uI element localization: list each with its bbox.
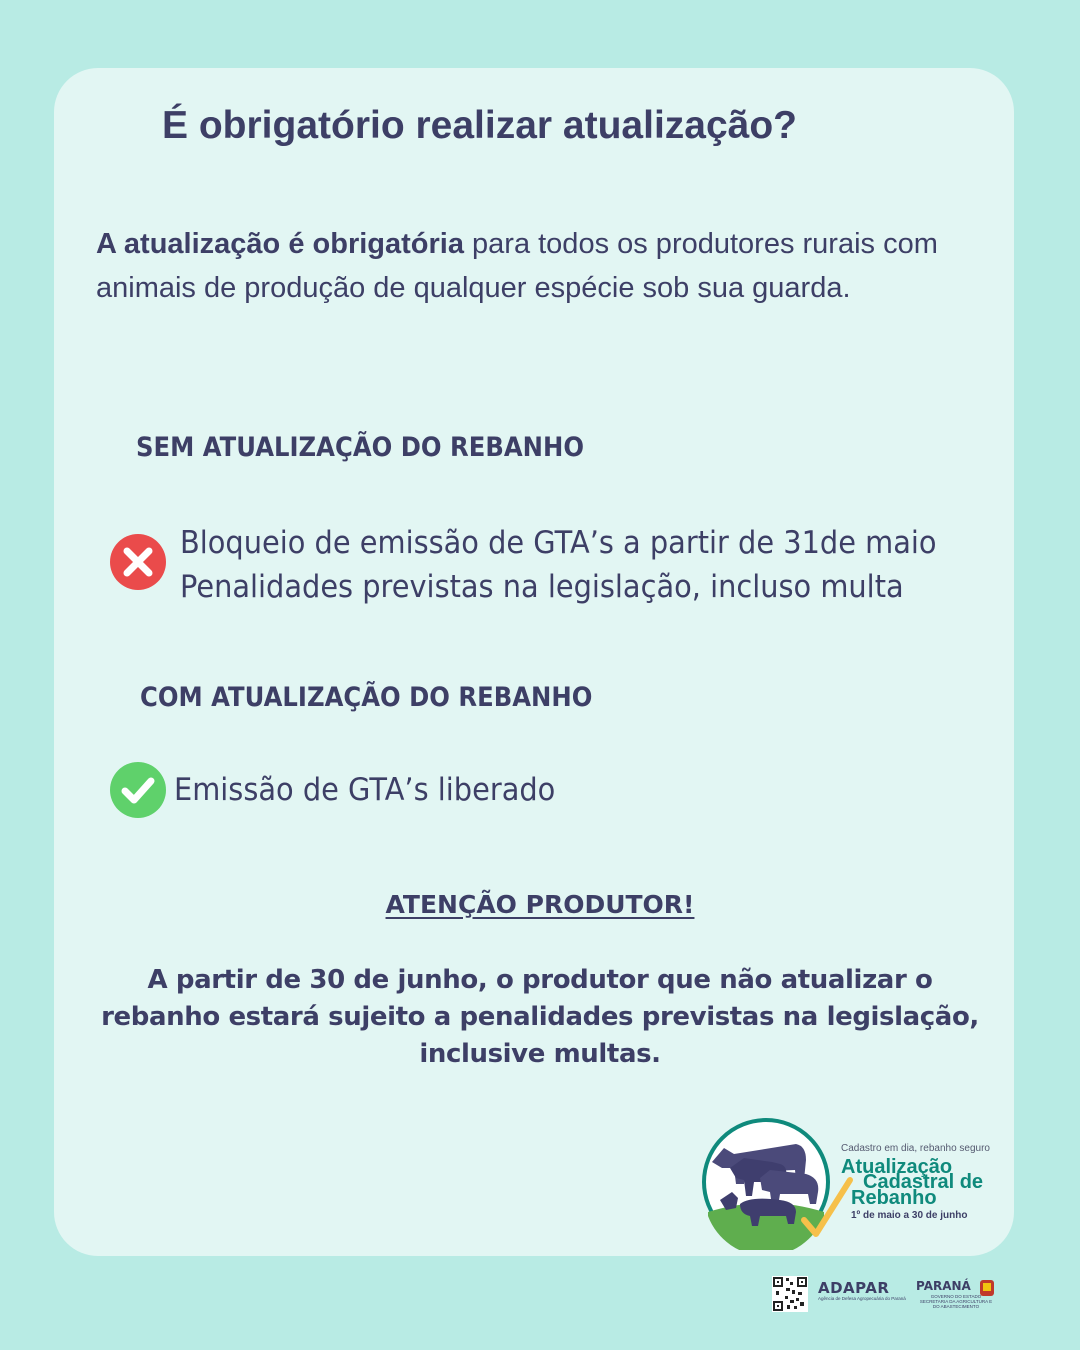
parana-logo-text: PARANÁ xyxy=(916,1279,971,1293)
warning-text: A partir de 30 de junho, o produtor que não atualizar o rebanho estará sujeito a penalidades previstas na legislação, inclusive multas. xyxy=(101,965,979,1069)
parana-subtitle: GOVERNO DO ESTADO SECRETARIA DA AGRICULTURA E DO ABASTECIMENTO xyxy=(919,1294,993,1309)
without-update-item-2: Penalidades previstas na legislação, incluso multa xyxy=(180,569,904,605)
adapar-logo-text: ADAPAR xyxy=(818,1279,890,1297)
x-circle-icon xyxy=(110,534,166,590)
campaign-title-line-3: Rebanho xyxy=(851,1187,937,1209)
without-update-heading: SEM ATUALIZAÇÃO DO REBANHO xyxy=(136,432,585,463)
check-circle-icon xyxy=(110,762,166,818)
page-title: É obrigatório realizar atualização? xyxy=(162,104,798,147)
intro-bold: A atualização é obrigatória xyxy=(96,228,464,260)
adapar-subtitle: Agência de Defesa Agropecuária do Paraná xyxy=(818,1296,906,1301)
campaign-title-line-2: Cadastral de xyxy=(863,1171,984,1193)
with-update-item-1: Emissão de GTA’s liberado xyxy=(174,772,556,808)
campaign-title-line-1: Atualização xyxy=(841,1156,953,1178)
without-update-item-1: Bloqueio de emissão de GTA’s a partir de 31de maio xyxy=(180,525,937,561)
intro-paragraph xyxy=(96,222,986,310)
intro-rest: para todos os produtores rurais com animais de produção de qualquer espécie sob sua guarda. xyxy=(96,228,938,304)
with-update-heading: COM ATUALIZAÇÃO DO REBANHO xyxy=(140,682,593,713)
campaign-tagline: Cadastro em dia, rebanho seguro xyxy=(841,1143,990,1154)
attention-heading: ATENÇÃO PRODUTOR! xyxy=(385,890,695,919)
campaign-dates: 1º de maio a 30 de junho xyxy=(851,1210,968,1221)
